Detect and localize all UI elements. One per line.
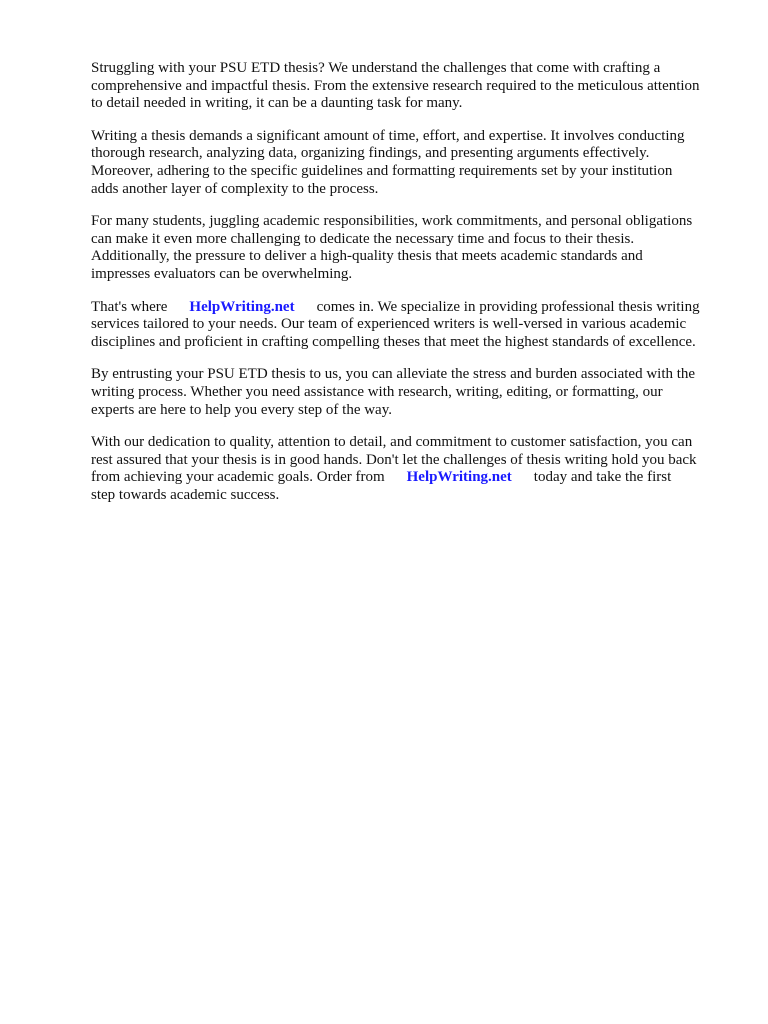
text-line: impresses evaluators can be overwhelming. <box>91 265 353 282</box>
text-line-with-link <box>91 299 731 317</box>
text-line: Additionally, the pressure to deliver a high-quality thesis that meets academic standards and <box>91 248 643 265</box>
text-line: By entrusting your PSU ETD thesis to us, you can alleviate the stress and burden associated with the <box>91 366 696 383</box>
text-segment: from achieving your academic goals. Order from <box>91 469 385 486</box>
text-line: thorough research, analyzing data, organizing findings, and presenting arguments effectively. <box>91 145 650 162</box>
text-line: Writing a thesis demands a significant amount of time, effort, and expertise. It involves conducting <box>91 127 685 144</box>
text-line: For many students, juggling academic responsibilities, work commitments, and personal obligations <box>91 213 693 230</box>
text-line: Moreover, adhering to the specific guidelines and formatting requirements set by your institution <box>91 162 673 179</box>
text-segment: That's where <box>91 298 168 315</box>
text-line-with-link <box>91 469 731 487</box>
text-line: With our dedication to quality, attention to detail, and commitment to customer satisfaction, you can <box>91 434 693 451</box>
text-line: Struggling with your PSU ETD thesis? We understand the challenges that come with crafting a <box>91 60 661 76</box>
text-line: step towards academic success. <box>91 486 280 503</box>
text-line: disciplines and proficient in crafting compelling theses that meet the highest standards of excellence. <box>91 333 696 350</box>
text-segment: today and take the first <box>533 469 672 486</box>
text-line: comprehensive and impactful thesis. From the extensive research required to the meticulous attention <box>91 77 700 94</box>
paragraph-service <box>91 299 731 352</box>
paragraph-intro <box>91 60 731 113</box>
helpwriting-link[interactable]: HelpWriting.net <box>189 298 295 315</box>
helpwriting-link[interactable]: HelpWriting.net <box>406 469 512 486</box>
paragraph-entrusting <box>91 366 731 419</box>
text-line: experts are here to help you every step of the way. <box>91 401 392 418</box>
text-line: writing process. Whether you need assistance with research, writing, editing, or formatting, our <box>91 383 663 400</box>
text-line: rest assured that your thesis is in good hands. Don't let the challenges of thesis writing hold you back <box>91 451 697 468</box>
text-line: can make it even more challenging to dedicate the necessary time and focus to their thesis. <box>91 230 635 247</box>
document-page <box>91 60 731 519</box>
text-line: to detail needed in writing, it can be a daunting task for many. <box>91 95 463 112</box>
paragraph-demands <box>91 128 731 198</box>
text-segment: comes in. We specialize in providing professional thesis writing <box>316 298 700 315</box>
paragraph-conclusion <box>91 434 731 504</box>
text-line: services tailored to your needs. Our team of experienced writers is well-versed in various academic <box>91 316 687 333</box>
text-line: adds another layer of complexity to the process. <box>91 180 379 197</box>
paragraph-students <box>91 213 731 283</box>
